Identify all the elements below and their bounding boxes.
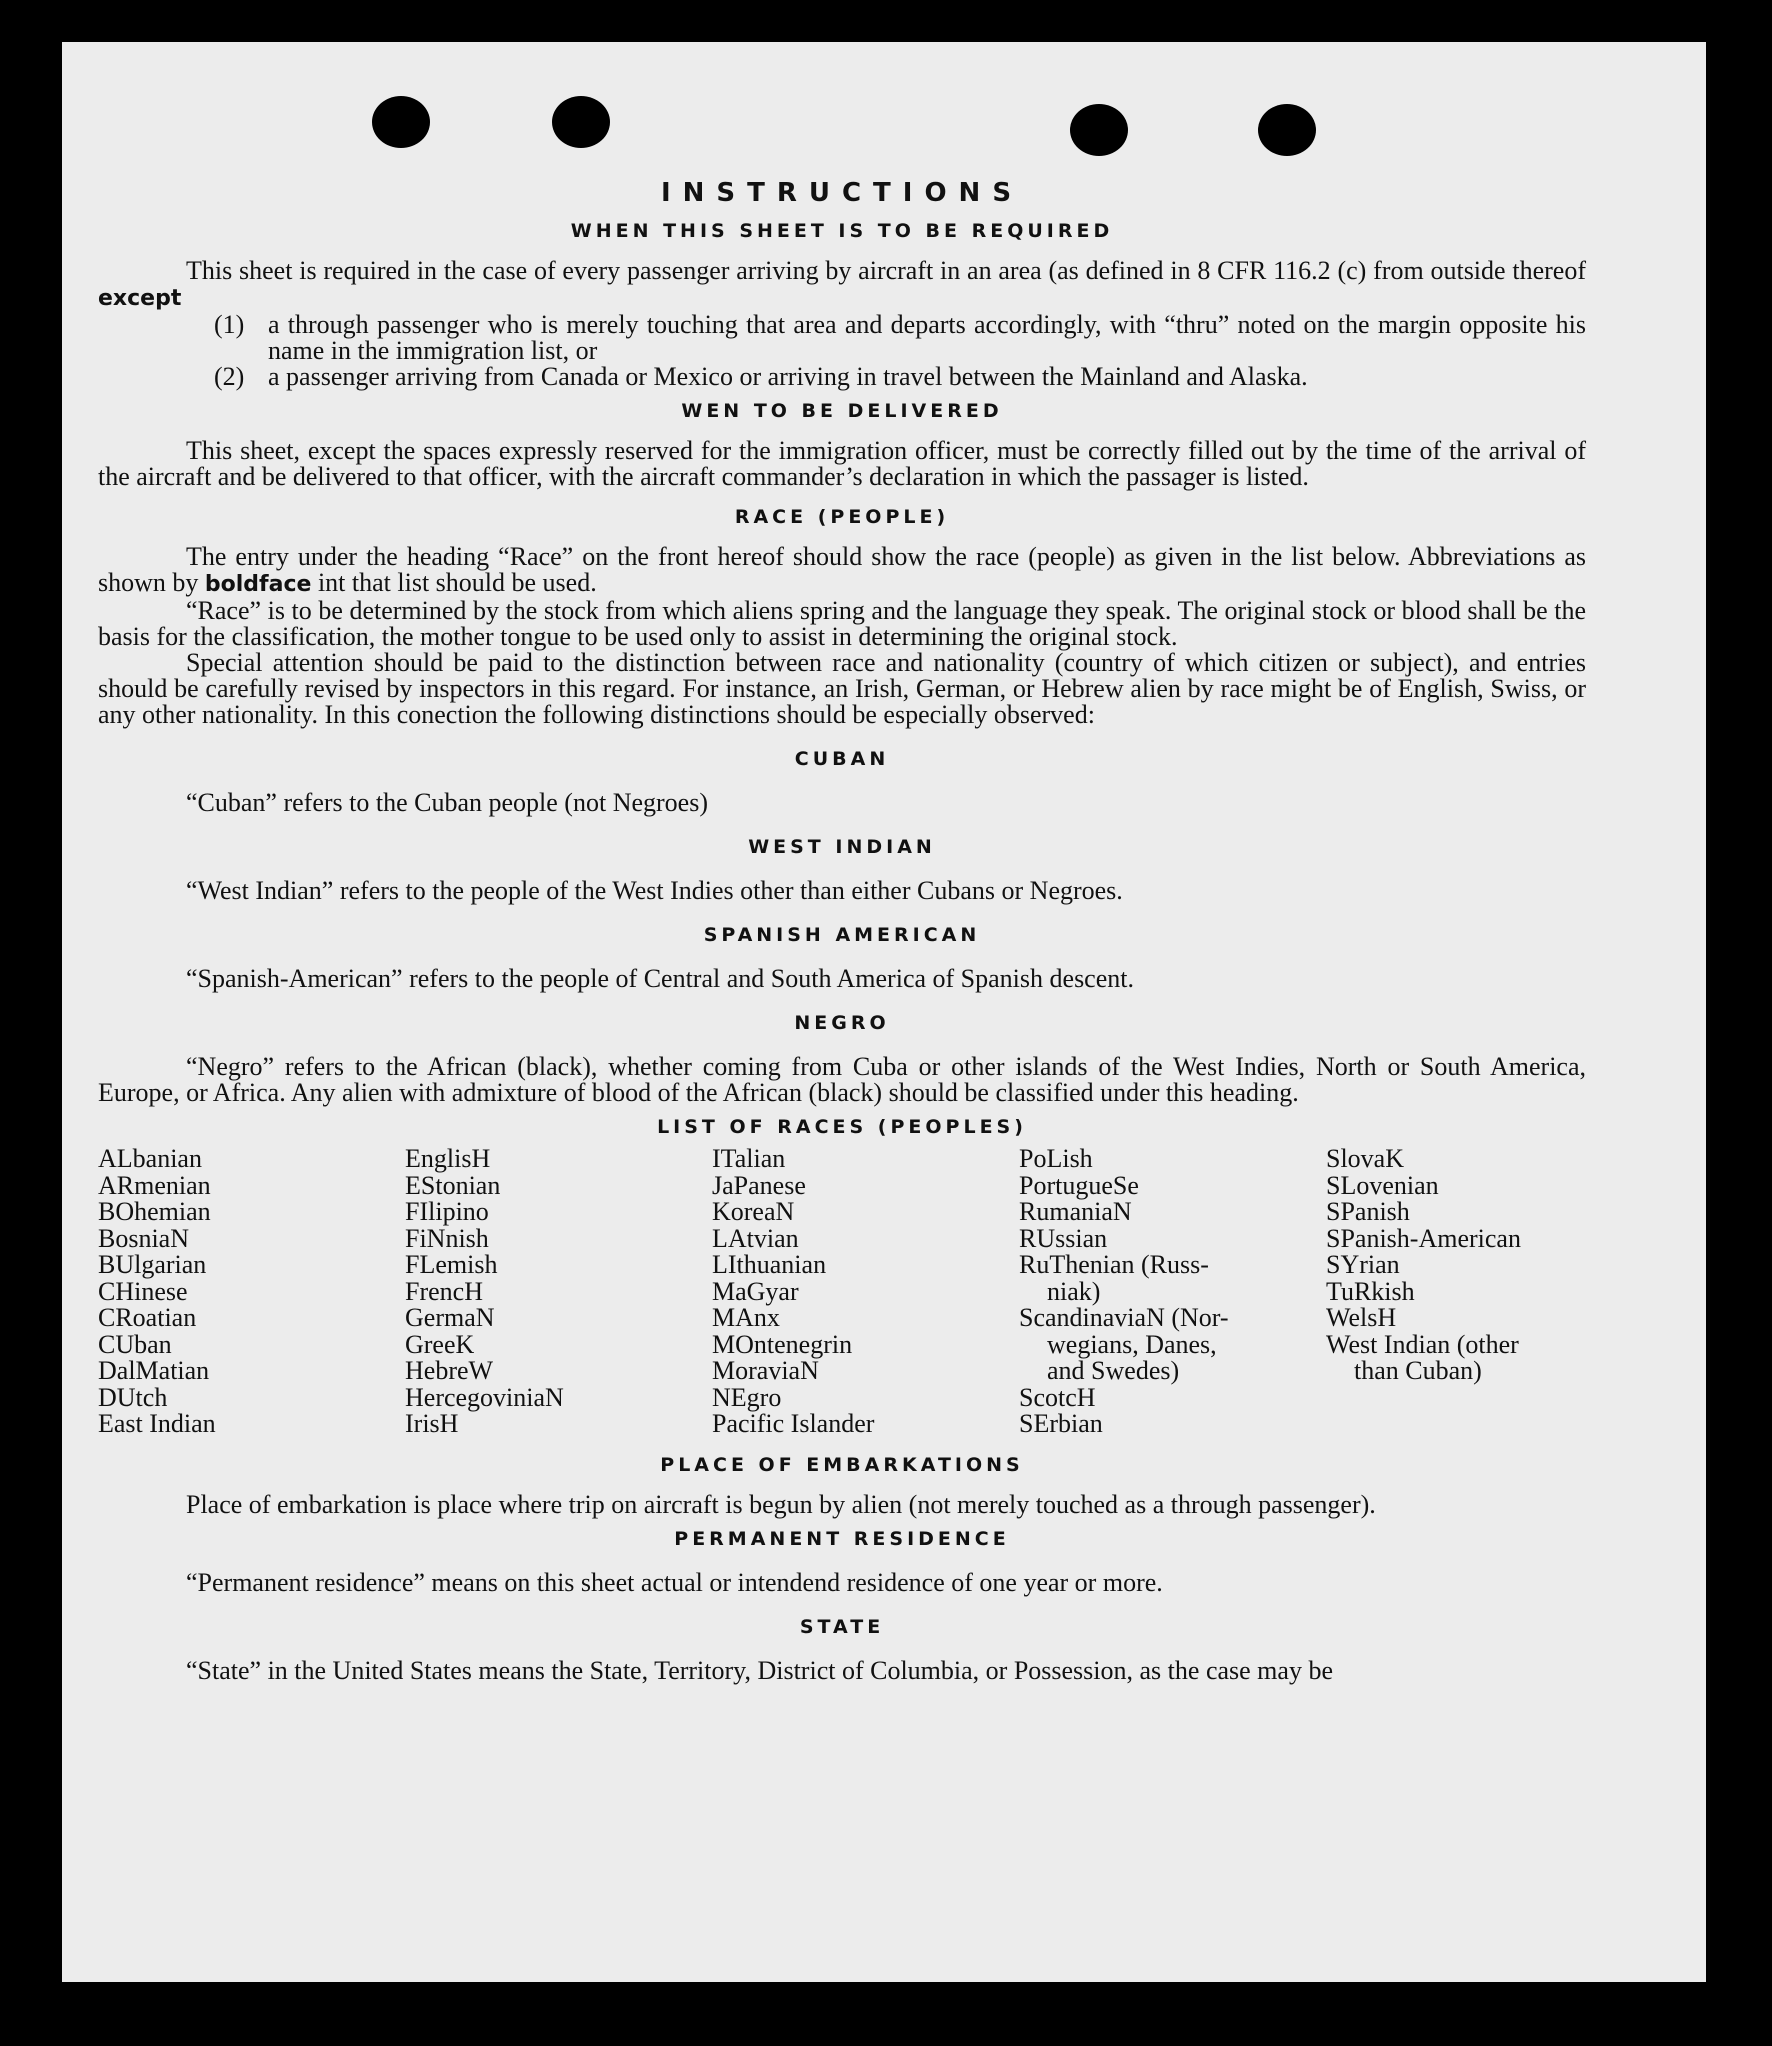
race-item: RumaniaN [1019,1197,1132,1226]
race-item: RUssian [1019,1223,1108,1253]
race-item: GermaN [405,1303,495,1332]
paragraph: “Cuban” refers to the Cuban people (not Negroes) [186,788,708,817]
race-item: HercegoviniaN [405,1382,564,1412]
item-text: a through passenger who is merely touching that area and departs accordingly, with “thru” noted on the margin opposite his name in the immigration list, or [268,310,1586,365]
paragraph [98,258,1586,312]
punch-hole [1258,104,1316,156]
race-item: HebreW [405,1356,494,1385]
race-item: DalMatian [98,1356,210,1385]
list-item [98,364,1586,390]
section-heading: CUBAN [794,748,890,770]
paragraph: “Negro” refers to the African (black), whether coming from Cuba or other islands of the West Indies, North or South America, Europe, or Africa. Any alien with admixture of blood of the African (black) should be classified under this heading. [98,1052,1586,1107]
item-number: (2) [214,362,245,391]
race-item: MOntenegrin [712,1329,853,1359]
race-item: MAnx [712,1303,780,1332]
section-heading: STATE [799,1615,885,1638]
race-item: ALbanian [98,1144,202,1173]
punch-hole [1070,104,1128,156]
race-item: RuThenian (Russ- [1019,1250,1209,1279]
race-item: MaGyar [712,1276,799,1306]
paragraph: “West Indian” refers to the people of the West Indies other than either Cubans or Negroes. [186,876,1123,905]
item-number: (1) [214,310,245,339]
race-item: FrencH [405,1276,483,1306]
race-item: TuRkish [1326,1276,1415,1306]
paragraph: “Permanent residence” means on this sheet actual or intendend residence of one year or more. [186,1567,1163,1597]
race-item: SYrian [1326,1250,1400,1279]
race-column [1326,1146,1586,1438]
race-item: SlovaK [1326,1144,1404,1173]
list-item [98,312,1586,364]
race-column [98,1146,398,1438]
section-heading: PERMANENT RESIDENCE [674,1527,1010,1550]
race-item: LIthuanian [712,1250,827,1279]
race-item: WelsH [1326,1303,1397,1332]
race-item: East Indian [98,1409,216,1438]
race-item: PortugueSe [1019,1170,1139,1200]
paragraph: Place of embarkation is place where trip on aircraft is begun by alien (not merely touched as a through passenger). [186,1489,1376,1519]
race-item: PoLish [1019,1144,1093,1173]
race-item: wegians, Danes, [1047,1329,1217,1359]
punch-hole [372,96,430,148]
race-item: ITalian [712,1144,786,1173]
race-item: SLovenian [1326,1170,1439,1200]
race-column [405,1146,705,1438]
race-item: FiNnish [405,1223,489,1253]
item-text: a passenger arriving from Canada or Mexico or arriving in travel between the Mainland and Alaska. [268,362,1308,391]
race-item: than Cuban) [1354,1356,1482,1385]
race-item: LAtvian [712,1223,799,1253]
race-item: Pacific Islander [712,1409,875,1438]
race-item: GreeK [405,1329,475,1359]
paragraph [98,544,1586,598]
race-item: IrisH [405,1409,459,1438]
punch-hole [552,96,610,148]
race-item: ScotcH [1019,1382,1096,1412]
race-item: FIlipino [405,1197,489,1226]
race-item: CRoatian [98,1303,197,1332]
section-heading: WHEN THIS SHEET IS TO BE REQUIRED [570,220,1114,242]
race-column [1019,1146,1319,1438]
bold-word: boldface [204,572,312,597]
section-heading: LIST OF RACES (PEOPLES) [657,1116,1027,1138]
section-heading: RACE (PEOPLE) [734,506,950,528]
race-list [98,1146,1586,1438]
race-item: NEgro [712,1382,782,1412]
race-item: BUlgarian [98,1250,207,1279]
section-heading: NEGRO [794,1012,890,1034]
race-item: DUtch [98,1382,168,1412]
race-item: KoreaN [712,1197,795,1226]
race-item: MoraviaN [712,1356,819,1385]
paragraph: This sheet, except the spaces expressly reserved for the immigration officer, must be correctly filled out by the time of the arrival of the aircraft and be delivered to that officer, with the aircraft commander’s declaration in which the passager is listed. [98,436,1586,491]
section-heading: PLACE OF EMBARKATIONS [660,1453,1024,1476]
race-item: SPanish [1326,1197,1410,1226]
race-item: CUban [98,1329,172,1359]
race-item: EStonian [405,1170,501,1200]
race-item: SErbian [1019,1409,1103,1438]
bold-word: except [98,286,182,311]
section-heading: WEN TO BE DELIVERED [681,400,1003,422]
text: This sheet is required in the case of every passenger arriving by aircraft in an area (as defined in 8 CFR 116.2 (c) from outside thereof [186,256,1586,285]
paragraph: Special attention should be paid to the distinction between race and nationality (country of which citizen or subject), and entries should be carefully revised by inspectors in this regard. For instance, an Irish, German, or Hebrew alien by race might be of English, Swiss, or any other nationality. In this conection the following distinctions should be especially observed: [98,648,1586,729]
instructions-page [98,180,1586,1684]
race-item: JaPanese [712,1170,806,1200]
race-item: niak) [1047,1276,1101,1306]
section-heading: SPANISH AMERICAN [703,924,981,946]
section-heading: WEST INDIAN [748,836,936,858]
race-item: SPanish-American [1326,1223,1521,1253]
race-item: FLemish [405,1250,498,1279]
race-item: EnglisH [405,1144,491,1173]
text: The entry under the heading “Race” on the front hereof should show the race (people) as given in the list below. Abbreviations as shown by [98,542,1586,597]
text: int that list should be used. [317,568,597,597]
race-item: ScandinaviaN (Nor- [1019,1303,1229,1332]
page-title: INSTRUCTIONS [660,178,1024,208]
paragraph: “Spanish-American” refers to the people of Central and South America of Spanish descent. [186,964,1134,993]
paragraph: “State” in the United States means the State, Territory, District of Columbia, or Possession, as the case may be [186,1655,1333,1685]
race-item: and Swedes) [1047,1356,1180,1385]
race-item: ARmenian [98,1170,211,1200]
race-item: CHinese [98,1276,188,1306]
paragraph: “Race” is to be determined by the stock from which aliens spring and the language they speak. The original stock or blood shall be the basis for the classification, the mother tongue to be used only to assist in determining the original stock. [98,596,1586,651]
race-item: BosniaN [98,1223,189,1253]
race-item: BOhemian [98,1197,211,1226]
race-column [712,1146,1012,1438]
race-item: West Indian (other [1326,1329,1519,1359]
